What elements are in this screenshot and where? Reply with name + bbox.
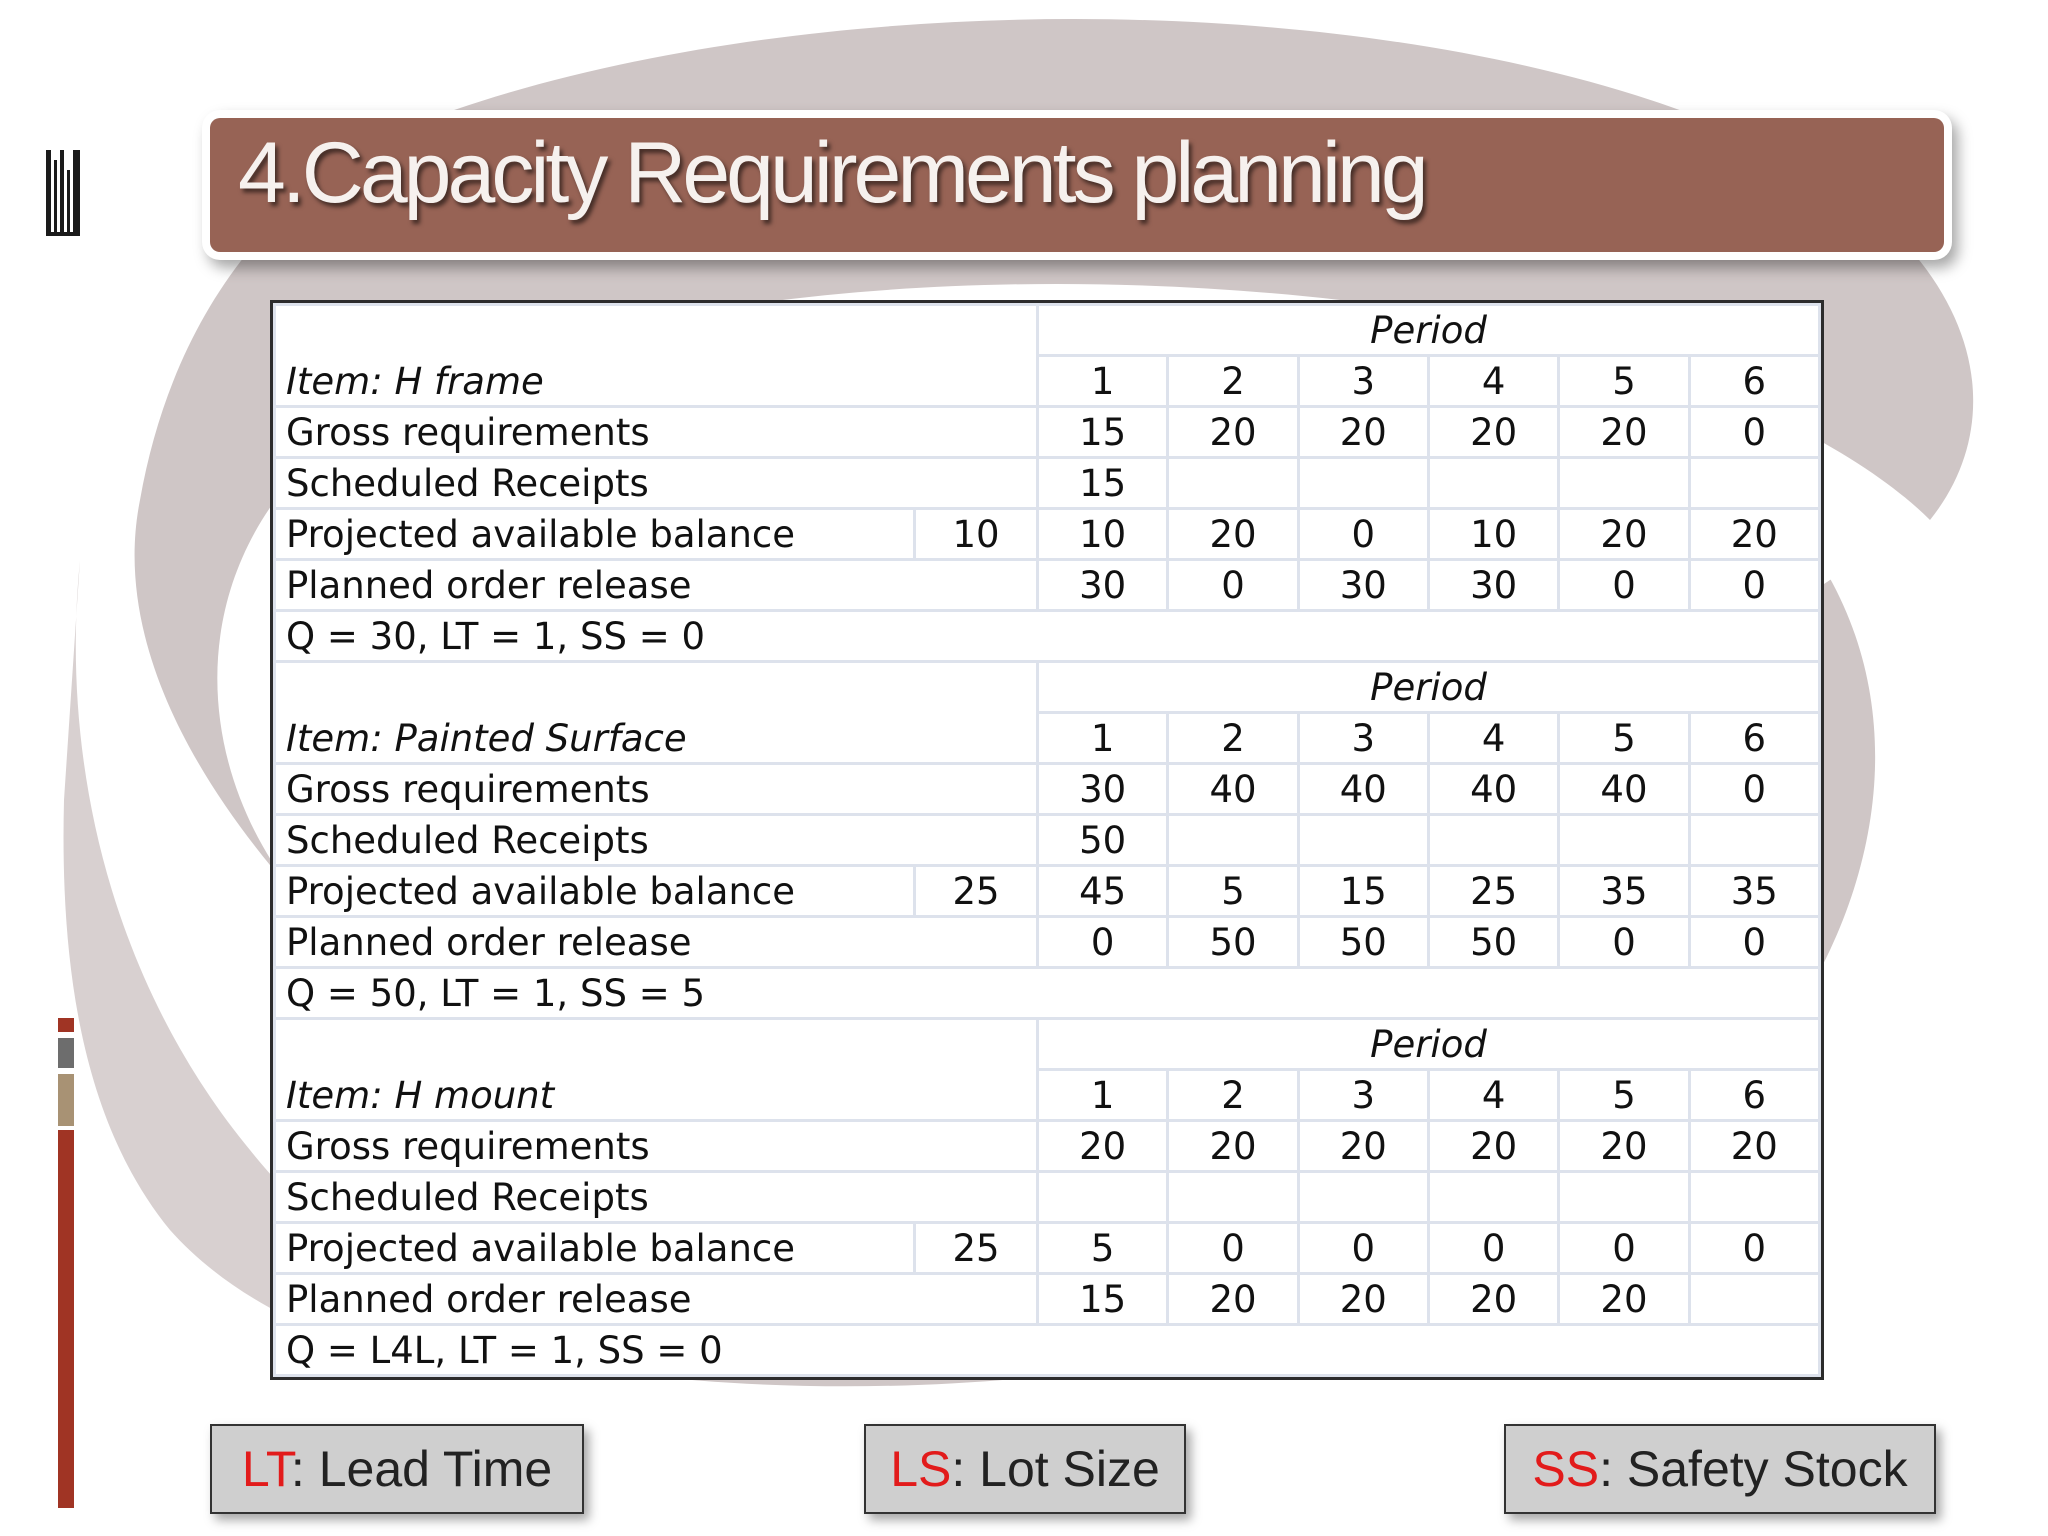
table-cell: 20: [1298, 407, 1428, 458]
planned-row: [275, 917, 1820, 968]
params-row: [275, 1325, 1820, 1376]
period-number: 3: [1298, 713, 1428, 764]
table-cell: 0: [1689, 1223, 1819, 1274]
table-cell: 15: [1038, 458, 1168, 509]
row-label: Planned order release: [275, 1274, 1038, 1325]
table-cell: 20: [1038, 1121, 1168, 1172]
table-cell: 20: [1428, 1274, 1558, 1325]
table-cell: [1689, 458, 1819, 509]
page-title: 4.Capacity Requirements planning: [238, 125, 1425, 221]
row-label: Scheduled Receipts: [275, 458, 1038, 509]
table-cell: [1559, 815, 1689, 866]
scheduled-row: [275, 1172, 1820, 1223]
mrp-table: [273, 303, 1821, 1377]
table-cell: [1428, 458, 1558, 509]
table-cell: 40: [1559, 764, 1689, 815]
accent-segment: [58, 1074, 74, 1126]
table-cell: [1689, 815, 1819, 866]
period-header-row: [275, 305, 1820, 356]
table-cell: [1038, 1172, 1168, 1223]
projected-row: [275, 1223, 1820, 1274]
gross-row: [275, 764, 1820, 815]
table-cell: 45: [1038, 866, 1168, 917]
period-header-row: [275, 1019, 1820, 1070]
period-number: 5: [1559, 356, 1689, 407]
period-number: 3: [1298, 356, 1428, 407]
item-params: Q = L4L, LT = 1, SS = 0: [275, 1325, 1820, 1376]
accent-segment: [58, 1038, 74, 1068]
table-cell: 0: [1689, 764, 1819, 815]
table-cell: 10: [1428, 509, 1558, 560]
barcode-decoration: [46, 150, 80, 236]
row-label: Projected available balance: [275, 866, 915, 917]
item-header-row: [275, 713, 1820, 764]
table-cell: 50: [1298, 917, 1428, 968]
table-cell: 25: [1428, 866, 1558, 917]
period-number: 6: [1689, 356, 1819, 407]
gross-row: [275, 1121, 1820, 1172]
legend-lead-time: [210, 1424, 584, 1514]
table-cell: [1559, 458, 1689, 509]
title-band: [210, 118, 1944, 252]
table-cell: 0: [1559, 917, 1689, 968]
table-cell: 20: [1559, 1274, 1689, 1325]
table-cell: 20: [1298, 1121, 1428, 1172]
period-number: 3: [1298, 1070, 1428, 1121]
table-cell: [1689, 1274, 1819, 1325]
blank-cell: [275, 1019, 1038, 1070]
gross-row: [275, 407, 1820, 458]
table-cell: 50: [1038, 815, 1168, 866]
table-cell: [1428, 1172, 1558, 1223]
row-label: Projected available balance: [275, 509, 915, 560]
table-cell: 20: [1559, 1121, 1689, 1172]
period-number: 2: [1168, 713, 1298, 764]
item-name: Item: H mount: [275, 1070, 1038, 1121]
table-cell: 0: [1559, 560, 1689, 611]
table-cell: 30: [1038, 764, 1168, 815]
legend-lot-size: [864, 1424, 1186, 1514]
legend-abbr: LT: [241, 1441, 291, 1497]
row-label: Gross requirements: [275, 1121, 1038, 1172]
table-cell: 35: [1559, 866, 1689, 917]
params-row: [275, 611, 1820, 662]
table-cell: [1298, 815, 1428, 866]
table-cell: 35: [1689, 866, 1819, 917]
table-cell: [1298, 458, 1428, 509]
period-number: 4: [1428, 713, 1558, 764]
table-cell: 0: [1428, 1223, 1558, 1274]
period-label: Period: [1038, 305, 1820, 356]
table-cell: 20: [1559, 509, 1689, 560]
legend-text: : Lot Size: [951, 1441, 1160, 1497]
table-cell: 50: [1168, 917, 1298, 968]
period-number: 2: [1168, 356, 1298, 407]
table-cell: 0: [1168, 560, 1298, 611]
item-params: Q = 30, LT = 1, SS = 0: [275, 611, 1820, 662]
period-header-row: [275, 662, 1820, 713]
initial-balance: 10: [915, 509, 1038, 560]
left-accent-bar: [58, 1018, 74, 1508]
item-name: Item: H frame: [275, 356, 1038, 407]
legend-text: : Safety Stock: [1599, 1441, 1908, 1497]
table-cell: [1168, 1172, 1298, 1223]
table-cell: 20: [1689, 509, 1819, 560]
mrp-table-body: [275, 305, 1820, 1376]
accent-segment: [58, 1130, 74, 1508]
item-name: Item: Painted Surface: [275, 713, 1038, 764]
table-cell: 0: [1298, 1223, 1428, 1274]
period-number: 1: [1038, 356, 1168, 407]
accent-segment: [58, 1018, 74, 1032]
table-cell: 30: [1428, 560, 1558, 611]
legend-abbr: LS: [890, 1441, 952, 1497]
table-cell: 0: [1168, 1223, 1298, 1274]
initial-balance: 25: [915, 1223, 1038, 1274]
legend-abbr: SS: [1532, 1441, 1600, 1497]
row-label: Gross requirements: [275, 764, 1038, 815]
period-number: 6: [1689, 713, 1819, 764]
table-cell: 20: [1559, 407, 1689, 458]
table-cell: 20: [1168, 1274, 1298, 1325]
period-number: 5: [1559, 1070, 1689, 1121]
table-cell: 20: [1168, 1121, 1298, 1172]
table-cell: [1559, 1172, 1689, 1223]
table-cell: 0: [1038, 917, 1168, 968]
item-params: Q = 50, LT = 1, SS = 5: [275, 968, 1820, 1019]
table-cell: 0: [1559, 1223, 1689, 1274]
row-label: Planned order release: [275, 917, 1038, 968]
scheduled-row: [275, 815, 1820, 866]
table-cell: 20: [1168, 407, 1298, 458]
period-number: 2: [1168, 1070, 1298, 1121]
table-cell: 20: [1428, 407, 1558, 458]
item-header-row: [275, 1070, 1820, 1121]
table-cell: 20: [1168, 509, 1298, 560]
table-cell: [1689, 1172, 1819, 1223]
item-header-row: [275, 356, 1820, 407]
table-cell: 30: [1298, 560, 1428, 611]
row-label: Gross requirements: [275, 407, 1038, 458]
table-cell: 0: [1689, 560, 1819, 611]
table-cell: 15: [1038, 1274, 1168, 1325]
initial-balance: 25: [915, 866, 1038, 917]
period-number: 6: [1689, 1070, 1819, 1121]
period-number: 1: [1038, 713, 1168, 764]
row-label: Scheduled Receipts: [275, 815, 1038, 866]
blank-cell: [275, 662, 1038, 713]
table-cell: 40: [1168, 764, 1298, 815]
period-number: 1: [1038, 1070, 1168, 1121]
period-number: 4: [1428, 356, 1558, 407]
mrp-table-container: [270, 300, 1824, 1380]
table-cell: [1168, 458, 1298, 509]
table-cell: 20: [1689, 1121, 1819, 1172]
table-cell: 40: [1298, 764, 1428, 815]
table-cell: 40: [1428, 764, 1558, 815]
table-cell: 20: [1428, 1121, 1558, 1172]
projected-row: [275, 866, 1820, 917]
period-label: Period: [1038, 1019, 1820, 1070]
projected-row: [275, 509, 1820, 560]
table-cell: 5: [1168, 866, 1298, 917]
table-cell: [1298, 1172, 1428, 1223]
legend-text: : Lead Time: [290, 1441, 553, 1497]
period-number: 4: [1428, 1070, 1558, 1121]
table-cell: [1168, 815, 1298, 866]
table-cell: 30: [1038, 560, 1168, 611]
row-label: Projected available balance: [275, 1223, 915, 1274]
table-cell: 15: [1038, 407, 1168, 458]
table-cell: 50: [1428, 917, 1558, 968]
table-cell: 0: [1298, 509, 1428, 560]
table-cell: 15: [1298, 866, 1428, 917]
table-cell: 0: [1689, 917, 1819, 968]
planned-row: [275, 1274, 1820, 1325]
table-cell: 20: [1298, 1274, 1428, 1325]
row-label: Scheduled Receipts: [275, 1172, 1038, 1223]
table-cell: 0: [1689, 407, 1819, 458]
planned-row: [275, 560, 1820, 611]
legend-safety-stock: [1504, 1424, 1936, 1514]
table-cell: [1428, 815, 1558, 866]
table-cell: 10: [1038, 509, 1168, 560]
params-row: [275, 968, 1820, 1019]
period-number: 5: [1559, 713, 1689, 764]
row-label: Planned order release: [275, 560, 1038, 611]
period-label: Period: [1038, 662, 1820, 713]
scheduled-row: [275, 458, 1820, 509]
blank-cell: [275, 305, 1038, 356]
table-cell: 5: [1038, 1223, 1168, 1274]
